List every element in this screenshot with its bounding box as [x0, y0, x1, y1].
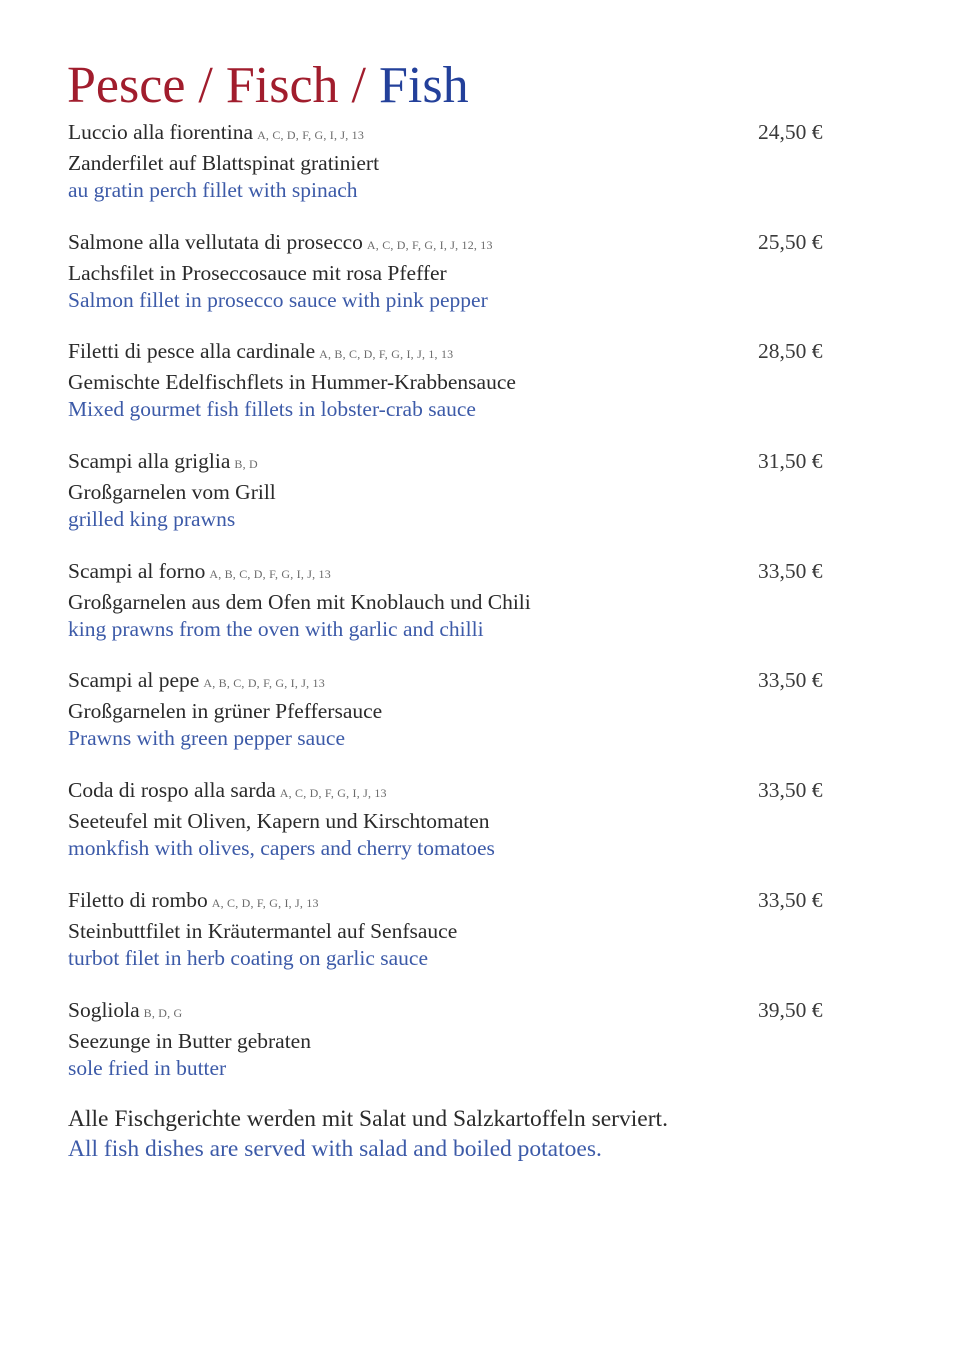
dish-name-line [68, 337, 848, 368]
menu-item [68, 996, 848, 1106]
dish-description-english: Prawns with green pepper sauce [68, 726, 346, 751]
dish-price: 28,50 € [758, 339, 823, 364]
allergen-codes: A, B, C, D, F, G, I, J, 13 [209, 566, 331, 581]
title-german: Fisch [225, 57, 339, 114]
dish-name-italian: Coda di rospo alla sarda [68, 778, 276, 803]
dish-name-line [68, 118, 848, 149]
dish-name-line [68, 228, 848, 259]
title-separator: / [185, 57, 226, 114]
dish-name-line [68, 886, 848, 917]
dish-description-english: turbot filet in herb coating on garlic sauce [68, 945, 428, 970]
allergen-codes: A, C, D, F, G, I, J, 13 [257, 128, 365, 142]
menu-item [68, 886, 848, 996]
allergen-codes: A, C, D, F, G, I, J, 13 [279, 786, 387, 801]
dish-description-german: Großgarnelen vom Grill [68, 480, 276, 505]
menu-item [68, 776, 848, 886]
dish-name-italian: Filetto di rombo [68, 887, 208, 912]
dish-price: 25,50 € [758, 229, 823, 254]
dish-description-german: Seeteufel mit Oliven, Kapern und Kirschtomaten [68, 809, 490, 834]
dish-description-english: Mixed gourmet fish fillets in lobster-crab sauce [68, 397, 476, 422]
page-title [67, 54, 469, 118]
footnote-english: All fish dishes are served with salad and boiled potatoes. [68, 1136, 602, 1162]
dish-description-german: Großgarnelen in grüner Pfeffersauce [68, 699, 383, 724]
dish-description-english: au gratin perch fillet with spinach [68, 178, 358, 202]
dish-name-line [68, 557, 848, 588]
dish-description-german: Seezunge in Butter gebraten [68, 1028, 311, 1053]
dish-name-italian: Luccio alla fiorentina [68, 120, 254, 144]
dish-description-english: king prawns from the oven with garlic and chilli [68, 616, 484, 641]
dish-description-german: Zanderfilet auf Blattspinat gratiniert [68, 151, 380, 175]
dish-description-english: grilled king prawns [68, 507, 236, 532]
title-italian: Pesce [67, 57, 186, 114]
dish-name-line [68, 996, 848, 1027]
dish-name-line [68, 776, 848, 807]
dish-name-italian: Scampi alla griglia [68, 449, 231, 474]
dish-price: 33,50 € [758, 778, 823, 803]
menu-item [68, 228, 848, 338]
dish-name-line [68, 447, 848, 478]
fish-menu-list [68, 118, 848, 1105]
dish-description-german: Steinbuttfilet in Kräutermantel auf Senfsauce [68, 918, 458, 943]
menu-item [68, 666, 848, 776]
dish-name-italian: Salmone alla vellutata di prosecco [68, 229, 363, 254]
dish-price: 33,50 € [758, 668, 823, 693]
allergen-codes: A, C, D, F, G, I, J, 13 [211, 895, 319, 910]
dish-description-german: Lachsfilet in Proseccosauce mit rosa Pfeffer [68, 260, 447, 285]
footnote-german: Alle Fischgerichte werden mit Salat und Salzkartoffeln serviert. [68, 1106, 668, 1132]
dish-name-italian: Filetti di pesce alla cardinale [68, 339, 316, 364]
menu-item [68, 447, 848, 557]
allergen-codes: B, D [234, 457, 258, 472]
menu-footnote [68, 1104, 868, 1164]
dish-price: 31,50 € [758, 449, 823, 474]
dish-name-line [68, 666, 848, 697]
title-separator: / [338, 57, 379, 114]
allergen-codes: B, D, G [143, 1005, 183, 1020]
dish-description-english: Salmon fillet in prosecco sauce with pink pepper [68, 287, 488, 312]
menu-item [68, 557, 848, 667]
dish-description-german: Gemischte Edelfischflets in Hummer-Krabbensauce [68, 370, 516, 395]
dish-name-italian: Scampi al forno [68, 558, 206, 583]
title-english: Fish [379, 57, 469, 114]
dish-description-english: sole fried in butter [68, 1055, 227, 1080]
allergen-codes: A, B, C, D, F, G, I, J, 13 [203, 676, 325, 691]
dish-name-italian: Scampi al pepe [68, 668, 200, 693]
dish-price: 33,50 € [758, 558, 823, 583]
dish-price: 33,50 € [758, 887, 823, 912]
dish-name-italian: Sogliola [68, 997, 140, 1022]
dish-description-english: monkfish with olives, capers and cherry tomatoes [68, 836, 495, 861]
menu-item [68, 337, 848, 447]
dish-price: 24,50 € [758, 120, 823, 144]
allergen-codes: A, C, D, F, G, I, J, 12, 13 [366, 237, 493, 252]
menu-item [68, 118, 848, 228]
dish-description-german: Großgarnelen aus dem Ofen mit Knoblauch und Chili [68, 589, 531, 614]
allergen-codes: A, B, C, D, F, G, I, J, 1, 13 [319, 347, 454, 362]
dish-price: 39,50 € [758, 997, 823, 1022]
